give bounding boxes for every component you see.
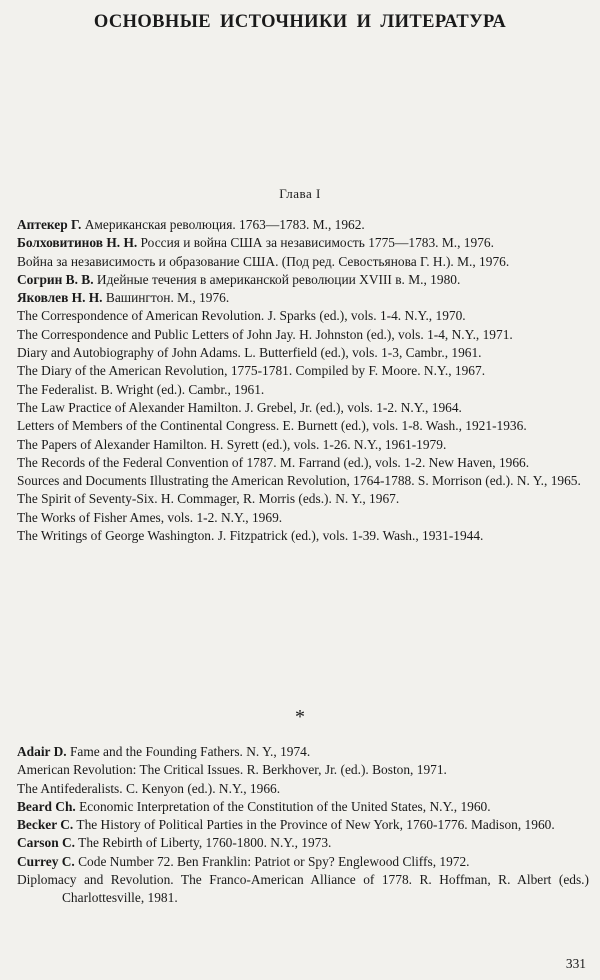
entry-text: The History of Political Parties in the Province of New York, 1760-1776. Madison, 1960.	[73, 817, 555, 833]
entry-author: Carson C.	[17, 835, 76, 851]
bibliography-entry	[17, 344, 589, 362]
entry-text: Вашингтон. М., 1976.	[102, 290, 230, 306]
entry-text: Economic Interpretation of the Constitution of the United States, N.Y., 1960.	[75, 798, 491, 814]
bibliography-entry	[17, 436, 589, 454]
entry-text: Американская революция. 1763—1783. М., 1962.	[81, 217, 365, 232]
entry-text: The Law Practice of Alexander Hamilton. J. Grebel, Jr. (ed.), vols. 1-2. N.Y., 1964.	[17, 399, 462, 415]
bibliography-entry	[17, 326, 589, 344]
literature-list	[17, 743, 589, 907]
bibliography-entry	[17, 853, 589, 871]
entry-text: The Works of Fisher Ames, vols. 1-2. N.Y., 1969.	[17, 509, 283, 525]
entry-author: Adair D.	[17, 744, 67, 759]
bibliography-entry	[17, 871, 589, 906]
bibliography-entry	[17, 253, 589, 271]
bibliography-entry	[17, 271, 589, 289]
entry-author: Аптекер Г.	[17, 217, 82, 232]
bibliography-entry	[17, 454, 589, 472]
entry-text: The Papers of Alexander Hamilton. H. Syrett (ed.), vols. 1-26. N.Y., 1961-1979.	[17, 436, 447, 452]
page-number: 331	[565, 956, 586, 971]
entry-author: Currey C.	[17, 853, 75, 869]
entry-text: Fame and the Founding Fathers. N. Y., 1974.	[66, 744, 311, 759]
entry-text: The Antifederalists. C. Kenyon (ed.). N.Y., 1966.	[17, 780, 281, 796]
entry-text: Идейные течения в американской революции XVIII в. М., 1980.	[93, 271, 461, 287]
entry-text: The Diary of the American Revolution, 1775-1781. Compiled by F. Moore. N.Y., 1967.	[17, 363, 486, 379]
section-separator: *	[295, 706, 305, 728]
entry-text: The Spirit of Seventy-Six. H. Commager, R. Morris (eds.). N. Y., 1967.	[17, 491, 400, 507]
bibliography-entry	[17, 381, 589, 399]
bibliography-entry	[17, 780, 589, 798]
entry-text: The Federalist. B. Wright (ed.). Cambr., 1961.	[17, 381, 265, 397]
bibliography-entry	[17, 417, 589, 435]
entry-text: The Writings of George Washington. J. Fitzpatrick (ed.), vols. 1-39. Wash., 1931-1944.	[17, 528, 484, 544]
bibliography-entry	[17, 472, 589, 490]
bibliography-entry	[17, 490, 589, 508]
entry-text: Code Number 72. Ben Franklin: Patriot or Spy? Englewood Cliffs, 1972.	[74, 853, 470, 869]
entry-text: Sources and Documents Illustrating the American Revolution, 1764-1788. S. Morrison (ed.). N. Y., 1965.	[17, 473, 581, 489]
bibliography-entry	[17, 399, 589, 417]
entry-text: Россия и война США за независимость 1775—1783. М., 1976.	[137, 235, 494, 251]
entry-text: The Correspondence of American Revolution. J. Sparks (ed.), vols. 1-4. N.Y., 1970.	[17, 308, 466, 324]
entry-author: Beard Ch.	[17, 798, 76, 814]
entry-author: Согрин В. В.	[17, 271, 94, 287]
bibliography-entry	[17, 816, 589, 834]
bibliography-entry	[17, 527, 589, 545]
entry-author: Болховитинов Н. Н.	[17, 235, 138, 251]
entry-text: Diary and Autobiography of John Adams. L. Butterfield (ed.), vols. 1-3, Cambr., 1961.	[17, 345, 482, 361]
entry-text: The Rebirth of Liberty, 1760-1800. N.Y., 1973.	[75, 835, 332, 851]
entry-author: Becker C.	[17, 817, 74, 833]
bibliography-entry	[17, 834, 589, 852]
entry-text: The Correspondence and Public Letters of John Jay. H. Johnston (ed.), vols. 1-4, N.Y., 1971.	[17, 326, 513, 342]
bibliography-entry	[17, 289, 589, 307]
entry-text: Diplomacy and Revolution. The Franco-American Alliance of 1778. R. Hoffman, R. Albert (eds.) Charlottesville, 1981.	[17, 872, 589, 905]
bibliography-entry	[17, 307, 589, 325]
chapter-heading: Глава I	[279, 186, 321, 201]
entry-author: Яковлев Н. Н.	[17, 290, 103, 306]
page-title: ОСНОВНЫЕ ИСТОЧНИКИ И ЛИТЕРАТУРА	[93, 12, 507, 32]
sources-list-chapter-1	[17, 216, 589, 545]
bibliography-entry	[17, 798, 589, 816]
bibliography-entry	[17, 761, 589, 779]
bibliography-entry	[17, 362, 589, 380]
bibliography-entry	[17, 509, 589, 527]
bibliography-entry	[17, 216, 589, 234]
entry-text: Война за независимость и образование США. (Под ред. Севостьянова Г. Н.). М., 1976.	[17, 253, 510, 269]
entry-text: American Revolution: The Critical Issues. R. Berkhover, Jr. (ed.). Boston, 1971.	[17, 762, 447, 778]
bibliography-entry	[17, 234, 589, 252]
entry-text: The Records of the Federal Convention of 1787. M. Farrand (ed.), vols. 1-2. New Haven, 1966.	[17, 454, 530, 470]
entry-text: Letters of Members of the Continental Congress. E. Burnett (ed.), vols. 1-8. Wash., 1921-1936.	[17, 418, 527, 434]
bibliography-entry	[17, 743, 589, 761]
